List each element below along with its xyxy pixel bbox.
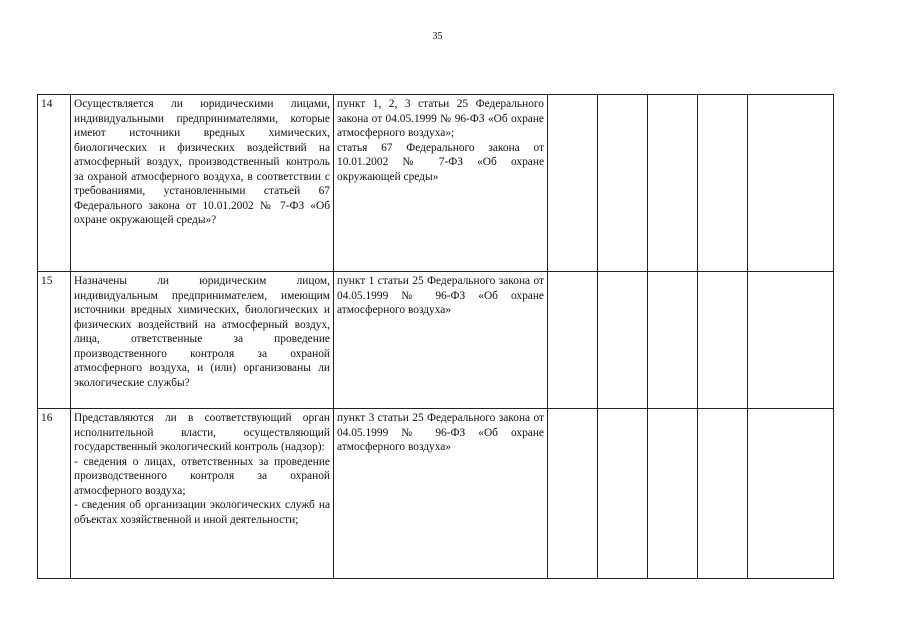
question-text: Представляются ли в соответствующий орган исполнительной власти, осуществляющий государственный экологический контроль (надзор):: [74, 412, 330, 453]
question-cell: [71, 409, 334, 579]
empty-cell: [548, 272, 598, 409]
row-number: 15: [38, 272, 71, 409]
table-row: [38, 95, 834, 272]
checklist-table: [37, 94, 834, 579]
empty-cell: [748, 409, 834, 579]
empty-cell: [648, 95, 698, 272]
empty-cell: [648, 272, 698, 409]
empty-cell: [648, 409, 698, 579]
empty-cell: [748, 95, 834, 272]
page-number: 35: [432, 31, 443, 42]
question-cell: Назначены ли юридическим лицом, индивидуальным предпринимателем, имеющим источники вредных химических, биологических и физических воздействий на атмосферный воздух, лица, ответственные за проведение производственного контроля за охраной атмосферного воздуха, и (или) организованы ли экологические службы?: [71, 272, 334, 409]
legal-basis-cell: [334, 272, 548, 409]
legal-basis-item: пункт 1 статьи 25 Федерального закона от 04.05.1999 № 96-ФЗ «Об охране атмосферного воздуха»: [337, 275, 544, 316]
empty-cell: [698, 95, 748, 272]
question-item: - сведения об организации экологических служб на объектах хозяйственной и иной деятельности;: [74, 499, 330, 526]
table-row: [38, 272, 834, 409]
row-number: 16: [38, 409, 71, 579]
empty-cell: [698, 272, 748, 409]
legal-basis-cell: [334, 95, 548, 272]
legal-basis-item: статья 67 Федерального закона от 10.01.2002 № 7-ФЗ «Об охране окружающей среды»: [337, 141, 544, 183]
empty-cell: [598, 409, 648, 579]
legal-basis-item: пункт 3 статьи 25 Федерального закона от 04.05.1999 № 96-ФЗ «Об охране атмосферного воздуха»: [337, 412, 544, 453]
legal-basis-item: пункт 1, 2, 3 статьи 25 Федерального закона от 04.05.1999 № 96-ФЗ «Об охране атмосферного воздуха»;: [337, 98, 544, 139]
empty-cell: [548, 95, 598, 272]
table-row: [38, 409, 834, 579]
question-item: - сведения о лицах, ответственных за проведение производственного контроля за охраной атмосферного воздуха;: [74, 455, 330, 497]
empty-cell: [748, 272, 834, 409]
question-cell: Осуществляется ли юридическими лицами, индивидуальными предпринимателями, которые имеют источники вредных химических, биологических и физических воздействий на атмосферный воздух, производственный контроль за охраной атмосферного воздуха, в соответствии с требованиями, установленными статьей 67 Федерального закона от 10.01.2002 № 7-ФЗ «Об охране окружающей среды»?: [71, 95, 334, 272]
row-number: 14: [38, 95, 71, 272]
empty-cell: [698, 409, 748, 579]
legal-basis-cell: [334, 409, 548, 579]
empty-cell: [548, 409, 598, 579]
empty-cell: [598, 95, 648, 272]
empty-cell: [598, 272, 648, 409]
